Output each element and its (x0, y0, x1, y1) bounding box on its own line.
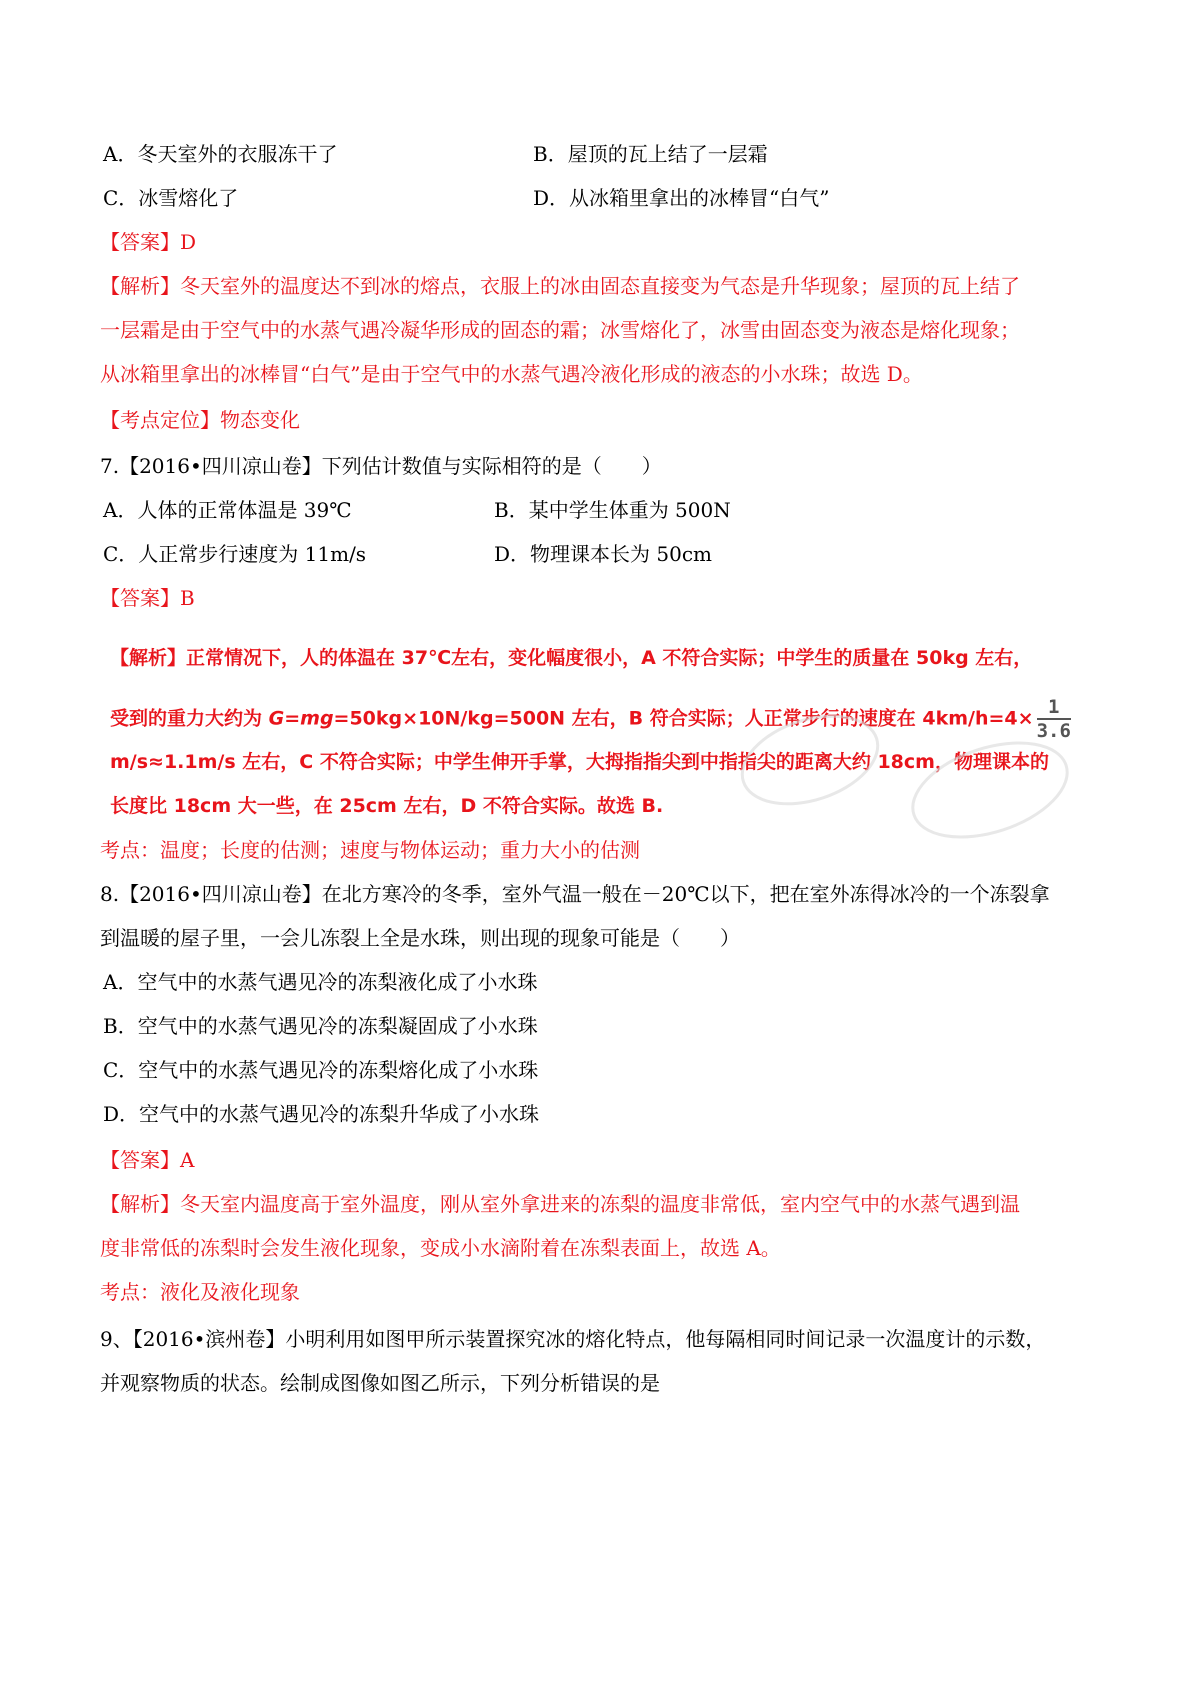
q7-option-c: C．人正常步行速度为 11m/s (103, 542, 367, 566)
q6-option-a: A．冬天室外的衣服冻干了 (103, 142, 338, 166)
q7-analysis-line-4: 长度比 18cm 大一些，在 25cm 左右，D 不符合实际。故选 B. (110, 795, 664, 817)
q8-analysis-line-1 (100, 1190, 1020, 1218)
fraction-denominator: 3.6 (1036, 720, 1071, 742)
q8-option-a: A．空气中的水蒸气遇见冷的冻梨液化成了小水珠 (103, 970, 538, 994)
q6-option-b: B．屋顶的瓦上结了一层霜 (533, 142, 768, 166)
answer-value: D (180, 230, 197, 254)
q7-option-b: B．某中学生体重为 500N (494, 498, 731, 522)
analysis-tag: 【解析】 (100, 1192, 180, 1216)
q6-option-d: D．从冰箱里拿出的冰棒冒“白气” (533, 186, 830, 210)
q6-option-c: C．冰雪熔化了 (103, 186, 239, 210)
q8-stem-line-2: 到温暖的屋子里，一会儿冻裂上全是水珠，则出现的现象可能是（ ） (100, 926, 740, 950)
q7-analysis-line-3: m/s≈1.1m/s 左右，C 不符合实际；中学生伸开手掌，大拇指指尖到中指指尖的距离大约 18cm，物理课本的 (110, 751, 1049, 773)
kaodian-text: 物态变化 (220, 408, 300, 432)
analysis-tag: 【解析】 (110, 647, 187, 669)
q8-option-d: D．空气中的水蒸气遇见冷的冻梨升华成了小水珠 (103, 1102, 540, 1126)
analysis-text: =50kg×10N/kg=500N 左右，B 符合实际；人正常步行的速度在 4km/h=4× (333, 707, 1034, 730)
q7-kaodian: 考点：温度；长度的估测；速度与物体运动；重力大小的估测 (100, 838, 640, 862)
analysis-text: 正常情况下，人的体温在 37℃左右，变化幅度很小，A 不符合实际；中学生的质量在 50kg 左右， (186, 647, 1033, 669)
q7-answer (100, 584, 195, 612)
q6-analysis-line-1 (100, 272, 1020, 300)
q8-option-b: B．空气中的水蒸气遇见冷的冻梨凝固成了小水珠 (103, 1014, 538, 1038)
q7-stem: 7.【2016•四川凉山卷】下列估计数值与实际相符的是（ ） (100, 454, 662, 478)
formula: G=mg (268, 707, 334, 730)
q7-analysis-line-2 (110, 696, 1074, 742)
kaodian-tag: 【考点定位】 (100, 408, 220, 432)
fraction (1037, 696, 1071, 742)
answer-tag: 【答案】 (100, 586, 180, 610)
q6-answer (100, 228, 196, 256)
analysis-text: 受到的重力大约为 (110, 707, 269, 730)
answer-value: A (180, 1148, 195, 1172)
q7-option-a: A．人体的正常体温是 39℃ (103, 498, 352, 522)
q7-analysis-line-1 (110, 644, 1032, 672)
analysis-text: 冬天室内温度高于室外温度，刚从室外拿进来的冻梨的温度非常低，室内空气中的水蒸气遇到温 (180, 1192, 1020, 1216)
analysis-tag: 【解析】 (100, 274, 180, 298)
fraction-numerator: 1 (1037, 696, 1071, 720)
analysis-text: 冬天室外的温度达不到冰的熔点，衣服上的冰由固态直接变为气态是升华现象；屋顶的瓦上结了 (180, 274, 1020, 298)
q8-analysis-line-2: 度非常低的冻梨时会发生液化现象，变成小水滴附着在冻梨表面上，故选 A。 (100, 1236, 781, 1260)
q8-kaodian: 考点：液化及液化现象 (100, 1280, 300, 1304)
q6-analysis-line-2: 一层霜是由于空气中的水蒸气遇冷凝华形成的固态的霜；冰雪熔化了，冰雪由固态变为液态是熔化现象； (100, 318, 1020, 342)
answer-value: B (180, 586, 195, 610)
q8-option-c: C．空气中的水蒸气遇见冷的冻梨熔化成了小水珠 (103, 1058, 539, 1082)
q9-stem-line-2: 并观察物质的状态。绘制成图像如图乙所示，下列分析错误的是 (100, 1371, 660, 1395)
q9-stem-line-1: 9、【2016•滨州卷】小明利用如图甲所示装置探究冰的熔化特点，他每隔相同时间记录一次温度计的示数， (100, 1327, 1046, 1351)
answer-tag: 【答案】 (100, 230, 180, 254)
q6-analysis-line-3: 从冰箱里拿出的冰棒冒“白气”是由于空气中的水蒸气遇冷液化形成的液态的小水珠；故选 D。 (100, 362, 923, 386)
q8-answer (100, 1146, 194, 1174)
q6-kaodian (100, 406, 300, 434)
answer-tag: 【答案】 (100, 1148, 180, 1172)
q8-stem-line-1: 8.【2016•四川凉山卷】在北方寒冷的冬季，室外气温一般在－20℃以下，把在室外冻得冰冷的一个冻裂拿 (100, 882, 1050, 906)
q7-option-d: D．物理课本长为 50cm (494, 542, 713, 566)
